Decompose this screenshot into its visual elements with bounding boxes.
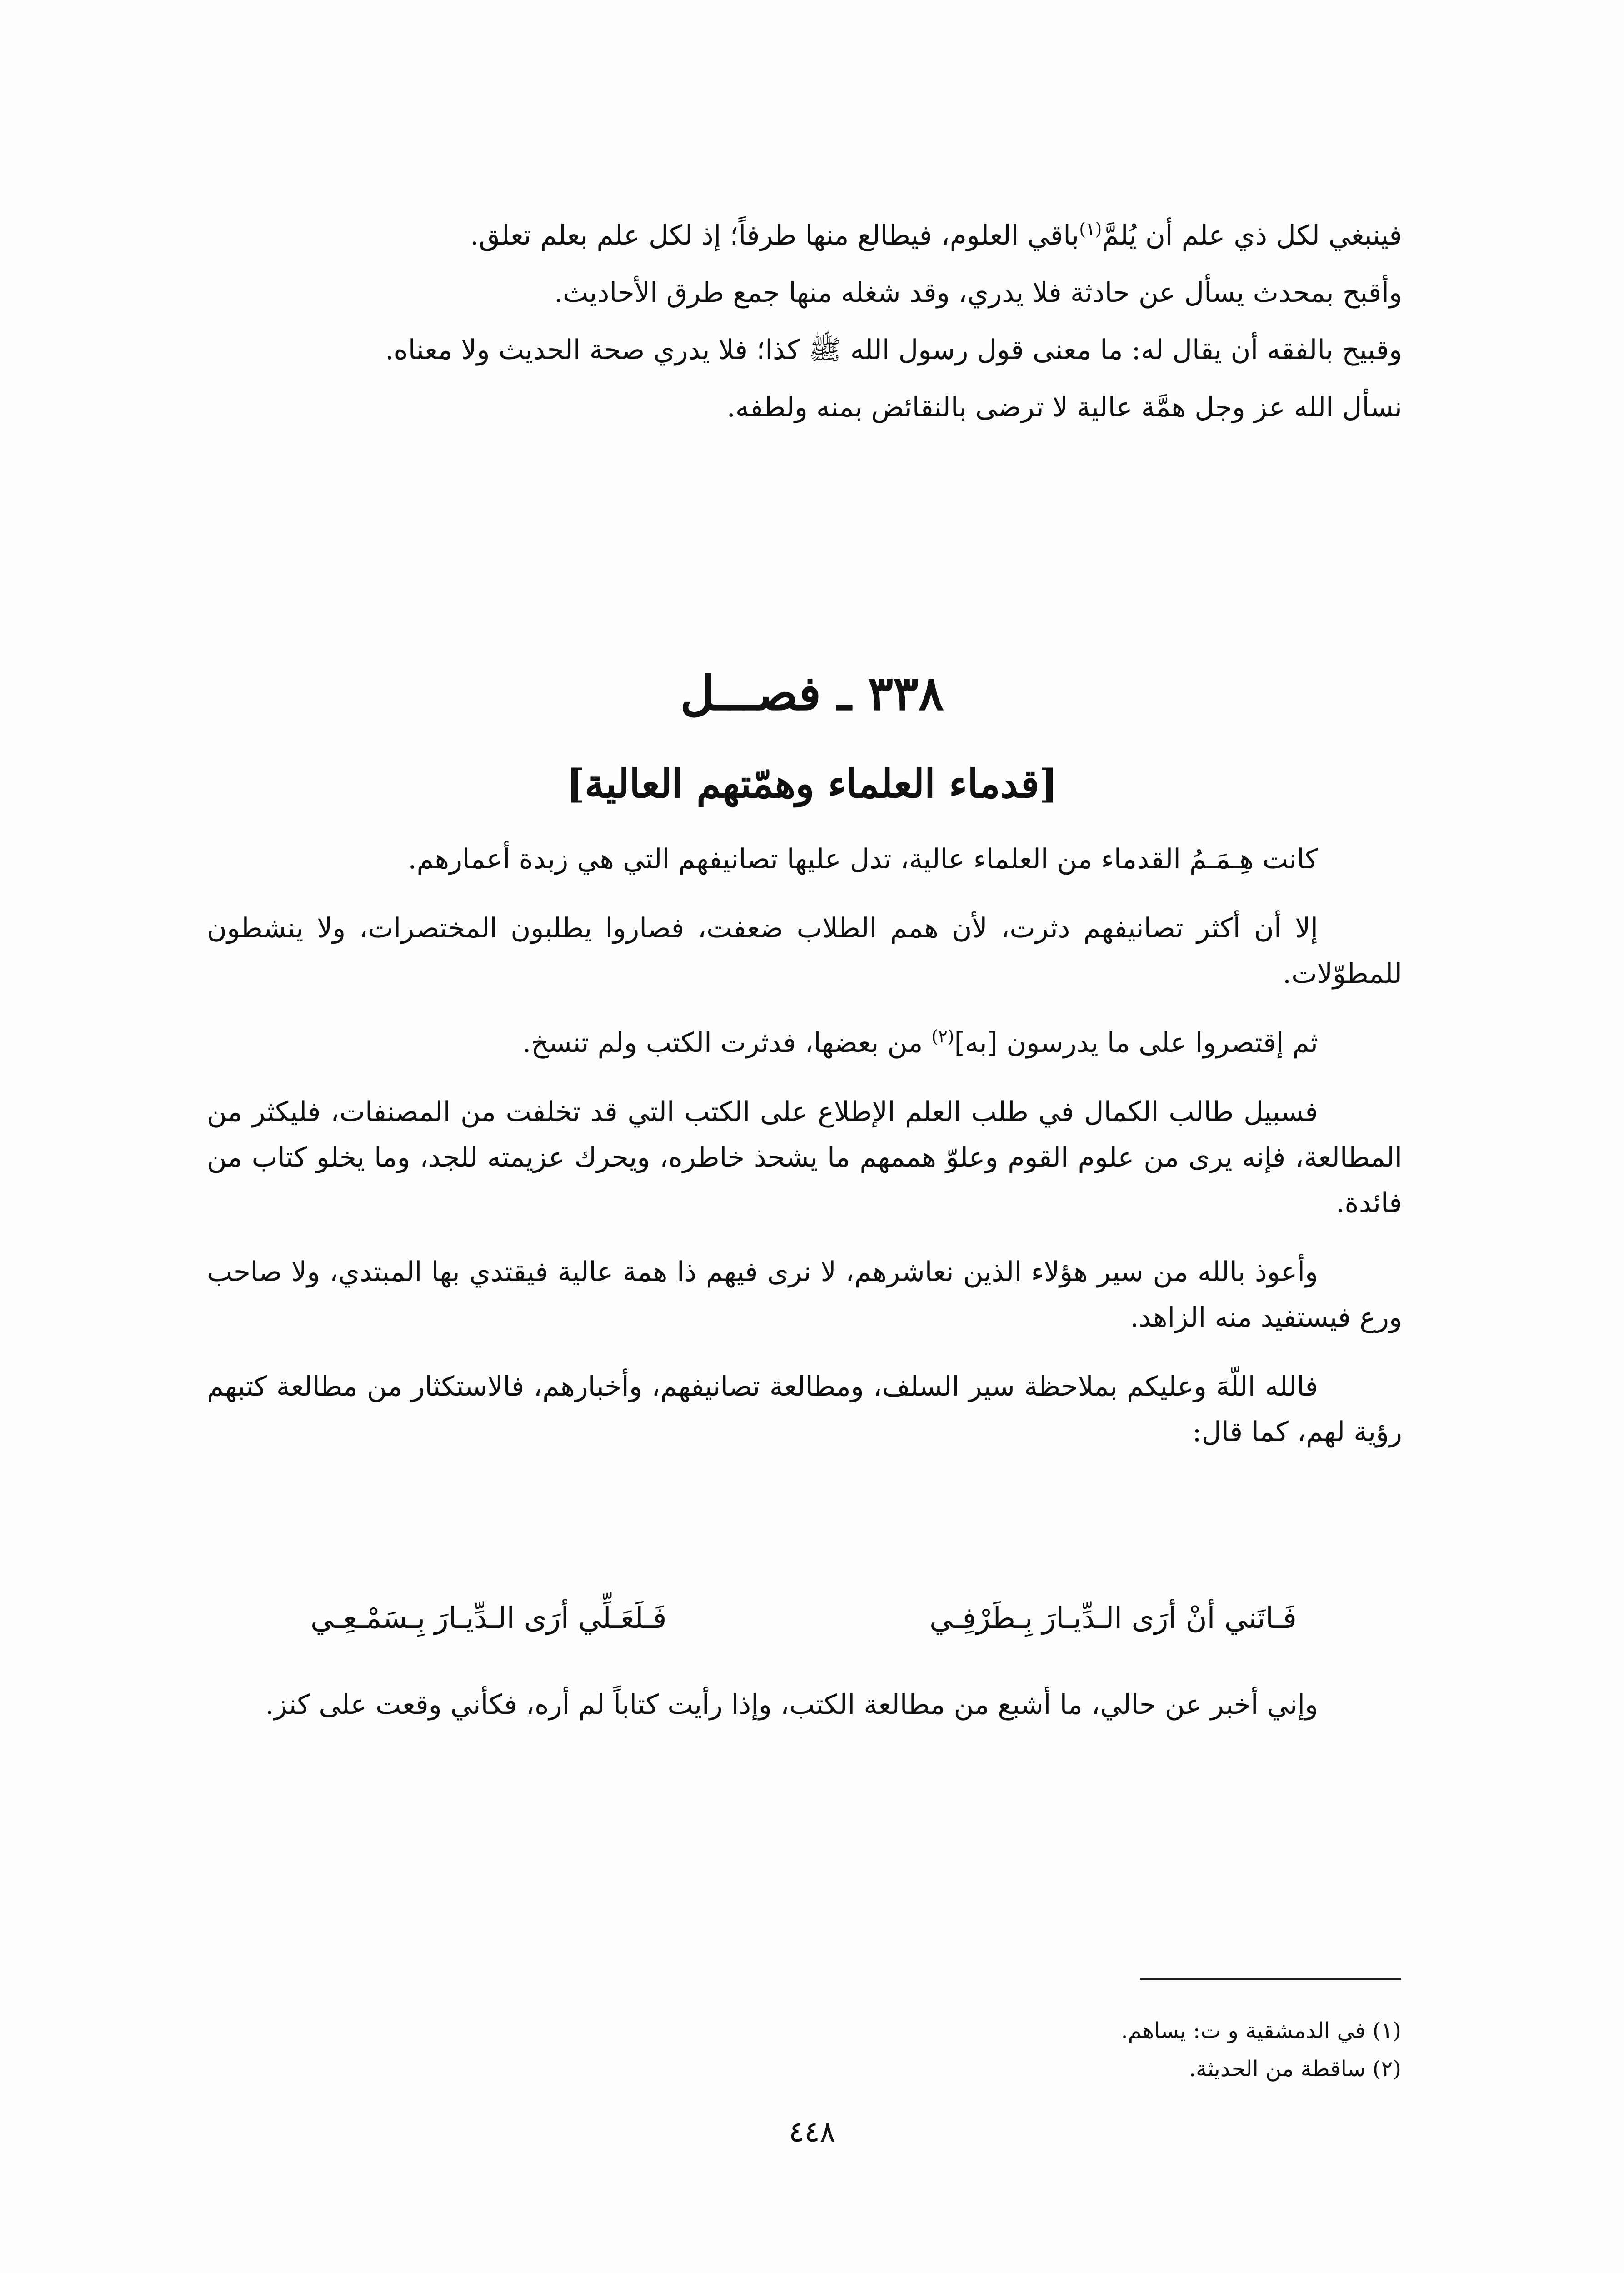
- intro-line-1-text-after: باقي العلوم، فيطالع منها طرفاً؛ إذ لكل علم بعلم تعلق.: [470, 220, 1079, 251]
- paragraph-3-text-before: ثم إقتصروا على ما يدرسون [به]: [954, 1027, 1318, 1059]
- intro-line-3: وقبيح بالفقه أن يقال له: ما معنى قول رسول الله ﷺ كذا؛ فلا يدري صحة الحديث ولا معناه.: [385, 334, 1402, 366]
- intro-line-1-text-before: فينبغي لكل ذي علم أن يُلمَّ: [1102, 220, 1402, 251]
- verse-second-hemistich: فَـلَعَـلِّي أرَى الـدِّيـارَ بِـسَمْـعِـي: [310, 1602, 667, 1635]
- footnotes-section: [720, 2012, 1401, 2088]
- closing-block: [207, 1682, 1402, 1751]
- page-number: ٤٤٨: [788, 2115, 836, 2149]
- verse-first-hemistich: فَـاتَني أنْ أرَى الـدِّيـارَ بِـطَرْفِـي: [929, 1602, 1297, 1635]
- intro-text-block: [207, 207, 1402, 436]
- closing-paragraph: وإني أخبر عن حالي، ما أشبع من مطالعة الكتب، وإذا رأيت كتاباً لم أره، فكأني وقعت على كنز.: [265, 1689, 1318, 1721]
- section-body: [207, 836, 1402, 1478]
- paragraph-1: كانت هِـمَـمُ القدماء من العلماء عالية، تدل عليها تصانيفهم التي هي زبدة أعمارهم.: [408, 843, 1318, 875]
- paragraph-3-text-after: من بعضها، فدثرت الكتب ولم تنسخ.: [522, 1027, 932, 1059]
- paragraph-6: فالله اللّهَ وعليكم بملاحظة سير السلف، ومطالعة تصانيفهم، وأخبارهم، فالاستكثار من مطالعة كتبهم رؤية لهم، كما قال:: [207, 1371, 1402, 1448]
- paragraph-4: فسبيل طالب الكمال في طلب العلم الإطلاع على الكتب التي قد تخلفت من المصنفات، فليكثر من المطالعة، فإنه يرى من علوم القوم وعلوّ هممهم ما يشحذ خاطره، ويحرك عزيمته للجد، وما يخلو كتاب من فائدة.: [207, 1096, 1402, 1219]
- paragraph-5: وأعوذ بالله من سير هؤلاء الذين نعاشرهم، لا نرى فيهم ذا همة عالية فيقتدي بها المبتدي، ولا صاحب ورع فيستفيد منه الزاهد.: [207, 1256, 1402, 1333]
- footnote-divider: [1140, 1978, 1401, 1980]
- footnote-2: (٢) ساقطة من الحديثة.: [1189, 2056, 1401, 2082]
- intro-line-4: نسأل الله عز وجل همَّة عالية لا ترضى بالنقائض بمنه ولطفه.: [726, 391, 1402, 423]
- footnote-1: (١) في الدمشقية و ت: يساهم.: [1121, 2018, 1401, 2043]
- paragraph-3: [207, 1020, 1402, 1066]
- footnote-marker-2: (٢): [931, 1026, 954, 1046]
- paragraph-2: إلا أن أكثر تصانيفهم دثرت، لأن همم الطلاب ضعفت، فصاروا يطلبون المختصرات، ولا ينشطون للمطوّلات.: [207, 912, 1402, 990]
- intro-line-1: [207, 207, 1402, 264]
- poetry-verse: [310, 1593, 1297, 1643]
- section-number-heading: ٣٣٨ ـ فصـــل: [680, 665, 944, 721]
- section-title-heading: [قدماء العلماء وهمّتهم العالية]: [566, 761, 1058, 807]
- footnote-marker-1: (١): [1079, 219, 1102, 239]
- intro-line-2: وأقبح بمحدث يسأل عن حادثة فلا يدري، وقد شغله منها جمع طرق الأحاديث.: [554, 277, 1402, 309]
